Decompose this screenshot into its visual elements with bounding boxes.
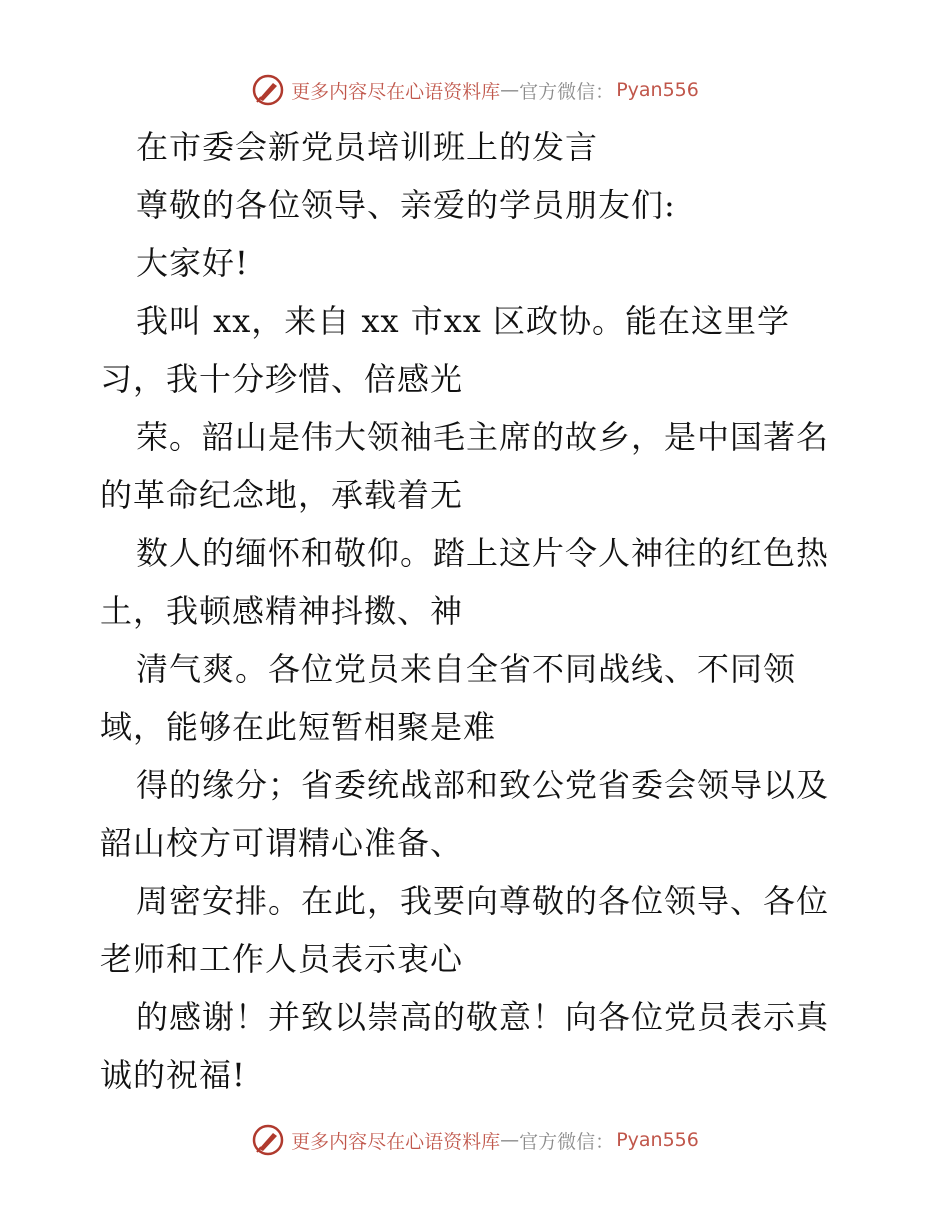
banner-text: 更多内容尽在心语资料库: [291, 1130, 501, 1153]
text-line: 的感谢！并致以崇高的敬意！向各位党员表示真: [136, 998, 830, 1036]
document-body: [100, 118, 860, 1104]
banner-text: 更多内容尽在心语资料库: [291, 80, 501, 103]
document-title: 在市委会新党员培训班上的发言: [136, 128, 599, 166]
text-line: 数人的缅怀和敬仰。踏上这片令人神往的红色热: [136, 534, 830, 572]
text-line: 清气爽。各位党员来自全省不同战线、不同领: [136, 650, 797, 688]
pen-logo-icon: [251, 73, 285, 107]
text-line: 周密安排。在此，我要向尊敬的各位领导、各位: [136, 882, 830, 920]
text-line: 我叫 xx，来自 xx 市xx 区政协。能在这里学: [136, 302, 790, 340]
text-line: 域，能够在此短暂相聚是难: [100, 708, 497, 746]
pen-logo-icon: [251, 1123, 285, 1157]
text-line: 土，我顿感精神抖擞、神: [100, 592, 464, 630]
banner-label: 官方微信: [519, 1130, 596, 1153]
text-line: 尊敬的各位领导、亲爱的学员朋友们:: [136, 186, 676, 224]
banner-wechat-id: Pyan556: [616, 79, 699, 101]
header-watermark: [0, 70, 950, 110]
text-line: 得的缘分；省委统战部和致公党省委会领导以及: [136, 766, 830, 804]
text-line: 大家好!: [136, 244, 249, 282]
text-line: 诚的祝福!: [100, 1056, 246, 1094]
footer-watermark: [0, 1120, 950, 1160]
text-line: 荣。韶山是伟大领袖毛主席的故乡，是中国著名: [136, 418, 830, 456]
banner-label: 官方微信: [519, 80, 596, 103]
banner-wechat-id: Pyan556: [616, 1129, 699, 1151]
text-line: 习，我十分珍惜、倍感光: [100, 360, 464, 398]
text-line: 韶山校方可谓精心准备、: [100, 824, 464, 862]
banner-dash: —: [500, 79, 520, 101]
banner-separator: ：: [595, 80, 615, 103]
banner-dash: —: [500, 1129, 520, 1151]
text-line: 老师和工作人员表示衷心: [100, 940, 464, 978]
text-line: 的革命纪念地，承载着无: [100, 476, 464, 514]
banner-separator: ：: [595, 1130, 615, 1153]
